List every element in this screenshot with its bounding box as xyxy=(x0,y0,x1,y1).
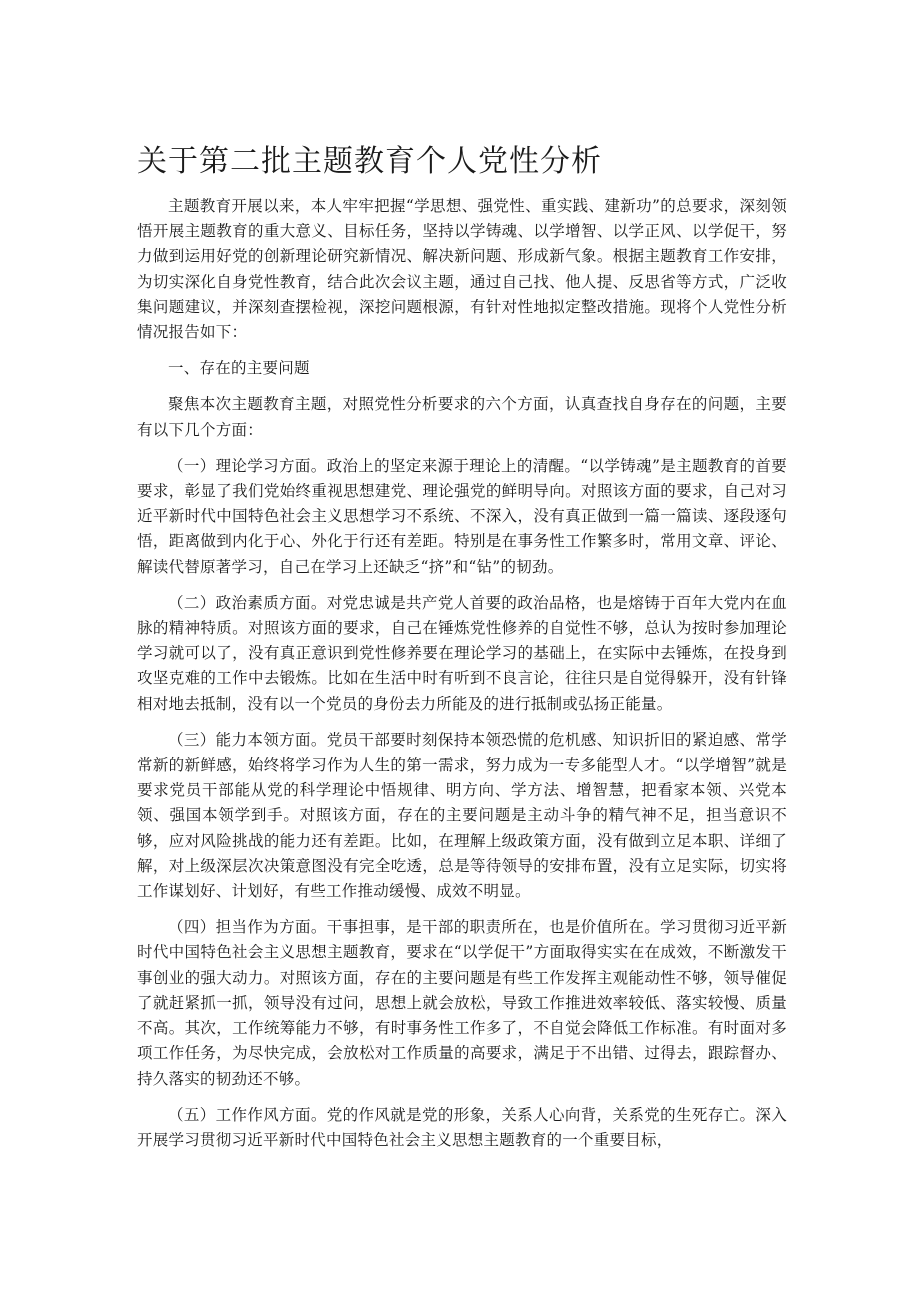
item-heading: （三）能力本领方面。 xyxy=(168,730,327,749)
item-theory-study xyxy=(137,454,787,580)
section-heading: 一、存在的主要问题 xyxy=(168,359,310,378)
item-text: 对党忠诚是共产党人首要的政治品格，也是熔铸于百年大党内在血脉的精神特质。对照该方面的要求，自己在锤炼党性修养的自觉性不够，总认为按时参加理论学习就可以了，没有真正意识到党性修养要在理论学习的基础上，在实际中去锤炼，在投身到攻坚克难的工作中去锻炼。比如在生活中时有听到不良言论，往往只是自觉得躲开，没有针锋相对地去抵制，没有以一个党员的身份去力所能及的进行抵制或弘扬正能量。 xyxy=(137,593,787,713)
item-responsibility xyxy=(137,915,787,1091)
item-text: 党的作风就是党的形象，关系人心向背，关系党的生死存亡。深入开展学习贯彻习近平新时代中国特色社会主义思想主题教育的一个重要目标， xyxy=(137,1105,787,1149)
item-text: 党员干部要时刻保持本领恐慌的危机感、知识折旧的紧迫感、常学常新的新鲜感，始终将学习作为人生的第一需求，努力成为一专多能型人才。“以学增智”就是要求党员干部能从党的科学理论中悟规律、明方向、学方法、增智慧，把看家本领、兴党本领、强国本领学到手。对照该方面，存在的主要问题是主动斗争的精气神不足，担当意识不够，应对风险挑战的能力还有差距。比如，在理解上级政策方面，没有做到立足本职、详细了解，对上级深层次决策意图没有完全吃透，总是等待领导的安排布置，没有立足实际，切实将工作谋划好、计划好，有些工作推动缓慢、成效不明显。 xyxy=(137,730,787,901)
item-text: 干事担事，是干部的职责所在，也是价值所在。学习贯彻习近平新时代中国特色社会主义思想主题教育，要求在“以学促干”方面取得实实在在成效，不断激发干事创业的强大动力。对照该方面，存在的主要问题是有些工作发挥主观能动性不够，领导催促了就赶紧抓一抓，领导没有过问，思想上就会放松，导致工作推进效率较低、落实较慢、质量不高。其次，工作统筹能力不够，有时事务性工作多了，不自觉会降低工作标准。有时面对多项工作任务，为尽快完成，会放松对工作质量的高要求，满足于不出错、过得去，跟踪督办、持久落实的韧劲还不够。 xyxy=(137,918,787,1088)
section-lead-paragraph: 聚焦本次主题教育主题，对照党性分析要求的六个方面，认真查找自身存在的问题，主要有以下几个方面： xyxy=(137,395,787,439)
item-work-style xyxy=(137,1103,787,1153)
intro-paragraph: 主题教育开展以来，本人牢牢把握“学思想、强党性、重实践、建新功”的总要求，深刻领悟开展主题教育的重大意义、目标任务，坚持以学铸魂、以学增智、以学正风、以学促干，努力做到运用好党的创新理论研究新情况、解决新问题、形成新气象。根据主题教育工作安排，为切实深化自身党性教育，结合此次会议主题，通过自己找、他人提、反思省等方式，广泛收集问题建议，并深刻查摆检视，深挖问题根源，有针对性地拟定整改措施。现将个人党性分析情况报告如下： xyxy=(137,197,787,342)
item-heading: （五）工作作风方面。 xyxy=(168,1105,327,1124)
document-title: 关于第二批主题教育个人党性分析 xyxy=(137,144,602,179)
document-body xyxy=(137,194,787,1164)
item-heading: （一）理论学习方面。 xyxy=(168,456,327,475)
item-heading: （四）担当作为方面。 xyxy=(168,918,327,937)
item-text: 政治上的坚定来源于理论上的清醒。“以学铸魂”是主题教育的首要要求，彰显了我们党始终重视思想建党、理论强党的鲜明导向。对照该方面的要求，自己对习近平新时代中国特色社会主义思想学习不系统、不深入，没有真正做到一篇一篇读、逐段逐句悟，距离做到内化于心、外化于行还有差距。特别是在事务性工作繁多时，常用文章、评论、解读代替原著学习，自己在学习上还缺乏“挤”和“钻”的韧劲。 xyxy=(137,456,787,576)
item-political-quality xyxy=(137,591,787,717)
item-heading: （二）政治素质方面。 xyxy=(168,593,327,612)
item-capability xyxy=(137,728,787,904)
